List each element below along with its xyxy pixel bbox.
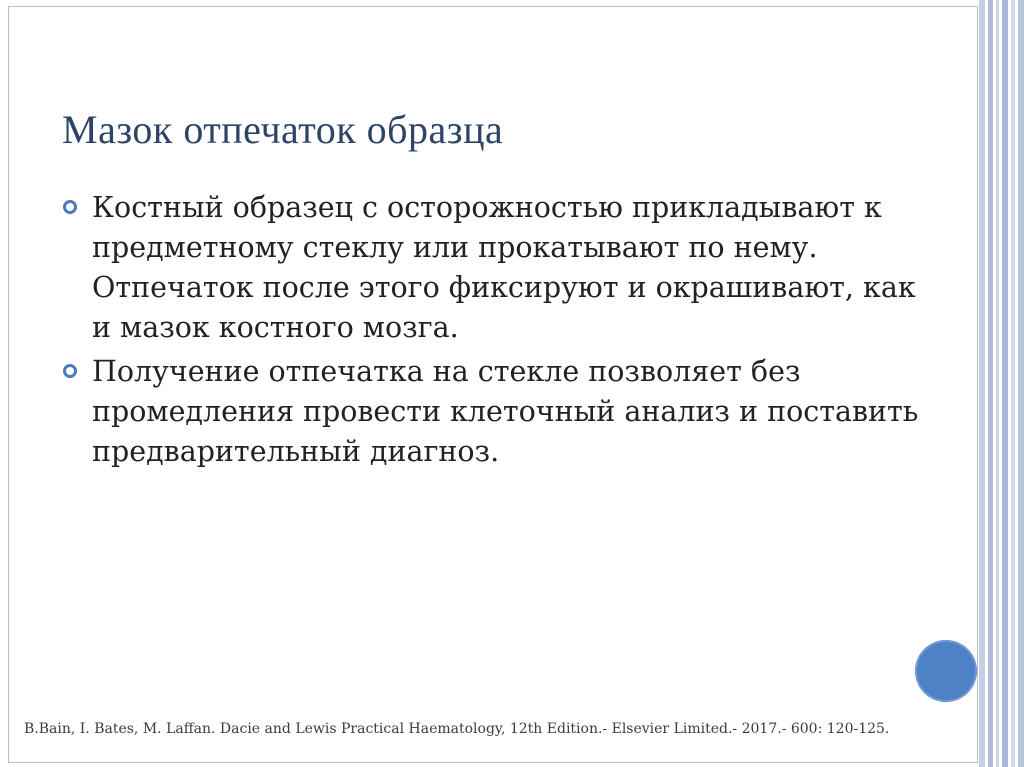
bullet-list xyxy=(62,188,922,476)
slide-title: Мазок отпечаток образца xyxy=(62,107,504,152)
bullet-text: Получение отпечатка на стекле позволяет без промедления провести клеточный анализ и поставить предварительный диагноз. xyxy=(92,355,919,468)
ring-bullet-icon xyxy=(63,200,77,214)
decorative-stripe xyxy=(996,0,999,767)
blue-circle-icon xyxy=(915,640,977,702)
bullet-item xyxy=(62,188,922,348)
decorative-stripe xyxy=(979,0,985,767)
bullet-text: Костный образец с осторожностью прикладывают к предметному стеклу или прокатывают по нему. Отпечаток после этого фиксируют и окрашивают, как и мазок костного мозга. xyxy=(92,191,916,344)
decorative-stripe xyxy=(1011,0,1015,767)
decorative-stripe xyxy=(1002,0,1008,767)
decorative-stripe xyxy=(1018,0,1024,767)
bullet-item xyxy=(62,352,922,472)
ring-bullet-icon xyxy=(63,364,77,378)
reference-citation: B.Bain, I. Bates, M. Laffan. Dacie and Lewis Practical Haematology, 12th Edition.- Elsevier Limited.- 2017.- 600: 120-125. xyxy=(24,721,890,737)
decorative-stripe xyxy=(988,0,993,767)
